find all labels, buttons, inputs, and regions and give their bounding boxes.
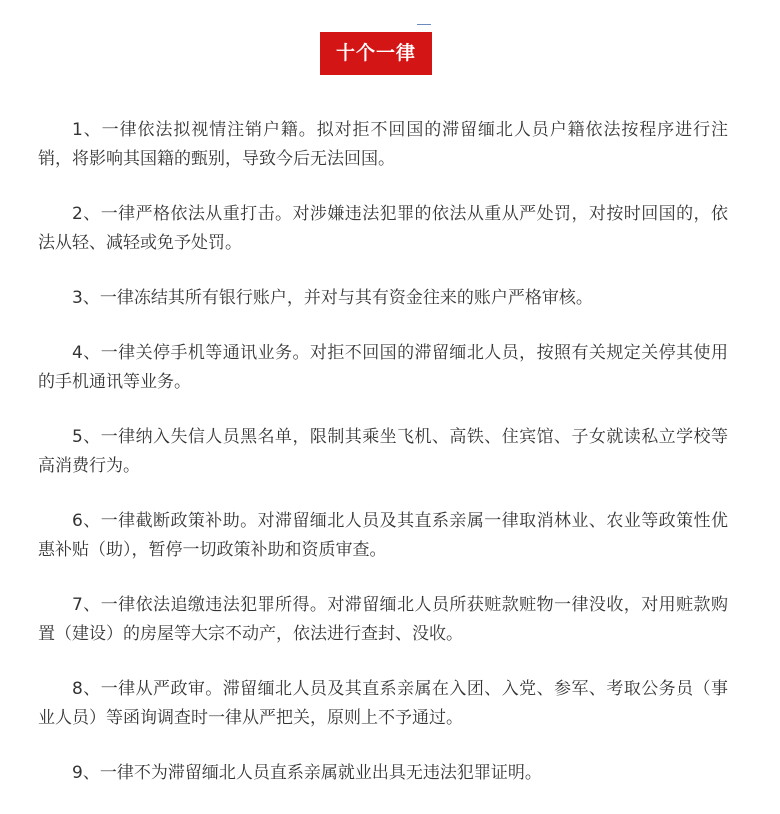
rule-item-3: 3、一律冻结其所有银行账户，并对与其有资金往来的账户严格审核。	[72, 288, 593, 308]
rule-item-6: 6、一律截断政策补助。对滞留缅北人员及其直系亲属一律取消林业、农业等政策性优惠补贴（助），暂停一切政策补助和资质审查。	[38, 511, 728, 560]
rule-item-5: 5、一律纳入失信人员黑名单，限制其乘坐飞机、高铁、住宾馆、子女就读私立学校等高消费行为。	[38, 427, 728, 476]
rule-item-2: 2、一律严格依法从重打击。对涉嫌违法犯罪的依法从重从严处罚，对按时回国的，依法从轻、减轻或免予处罚。	[38, 204, 728, 253]
rule-item-8: 8、一律从严政审。滞留缅北人员及其直系亲属在入团、入党、参军、考取公务员（事业人员）等函询调查时一律从严把关，原则上不予通过。	[38, 679, 728, 728]
divider	[417, 24, 431, 25]
article-body	[38, 116, 728, 814]
rule-item-9: 9、一律不为滞留缅北人员直系亲属就业出具无违法犯罪证明。	[72, 763, 542, 783]
title-area	[0, 0, 780, 80]
section-title-badge: 十个一律	[320, 32, 432, 75]
rule-item-4: 4、一律关停手机等通讯业务。对拒不回国的滞留缅北人员，按照有关规定关停其使用的手机通讯等业务。	[38, 343, 728, 392]
rule-item-7: 7、一律依法追缴违法犯罪所得。对滞留缅北人员所获赃款赃物一律没收，对用赃款购置（建设）的房屋等大宗不动产，依法进行查封、没收。	[38, 595, 728, 644]
rule-item-1: 1、一律依法拟视情注销户籍。拟对拒不回国的滞留缅北人员户籍依法按程序进行注销，将影响其国籍的甄别，导致今后无法回国。	[38, 120, 728, 169]
